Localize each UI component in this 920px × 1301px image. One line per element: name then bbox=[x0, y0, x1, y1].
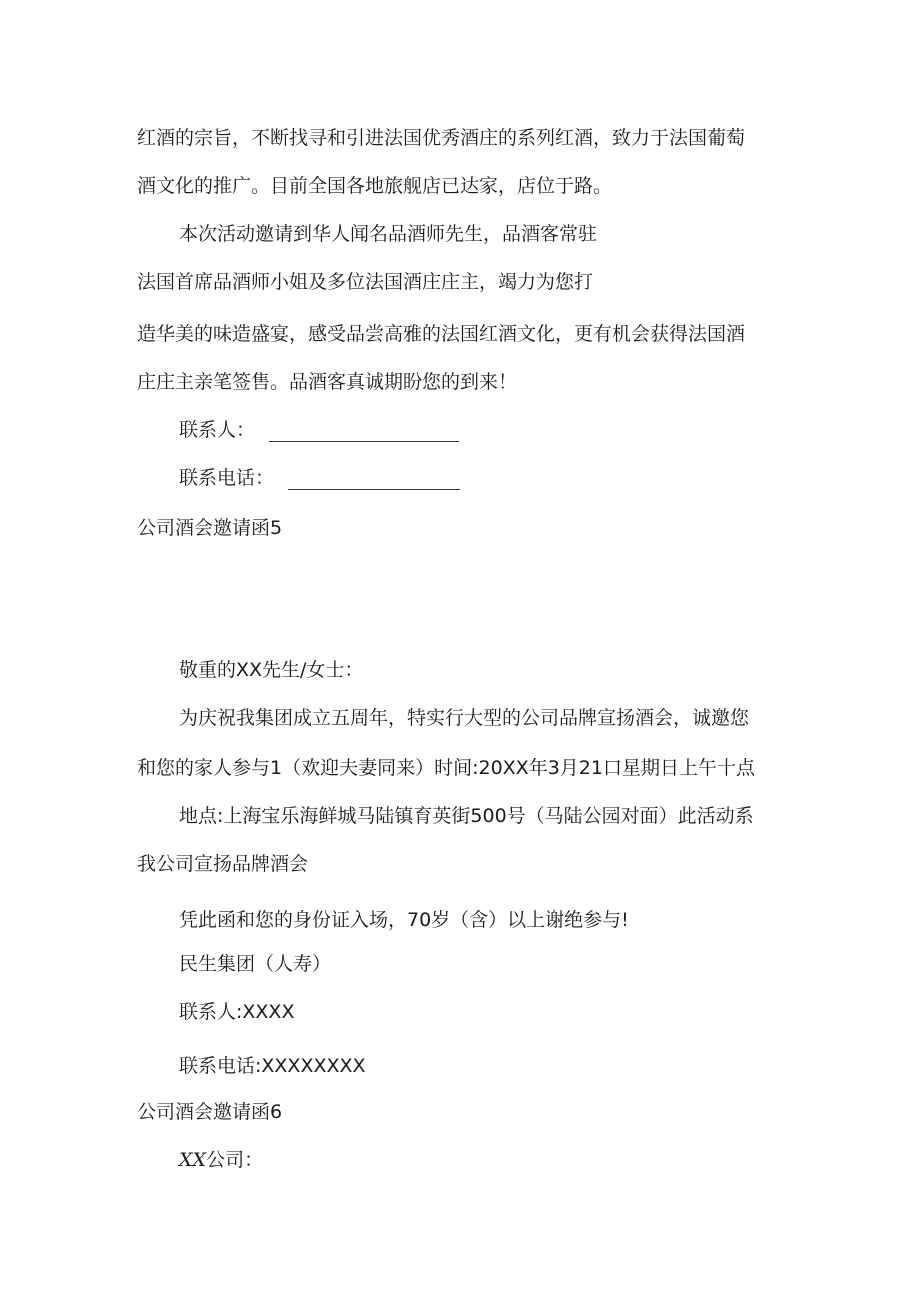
paragraph-line: 法国首席品酒师小姐及多位法国酒庄庄主，竭力为您打 bbox=[137, 271, 594, 293]
salutation-company-placeholder: XX bbox=[179, 1149, 207, 1171]
organizer-name: 民生集团（人寿） bbox=[179, 953, 332, 975]
paragraph-line: 造华美的味造盛宴，感受品尝高雅的法国红酒文化，更有机会获得法国酒 bbox=[137, 323, 746, 345]
section-title: 公司酒会邀请函5 bbox=[137, 517, 283, 539]
salutation-suffix: 公司： bbox=[206, 1149, 264, 1171]
paragraph-line: 为庆祝我集团成立五周年，特实行大型的公司品牌宣扬酒会，诚邀您 bbox=[179, 707, 750, 729]
salutation bbox=[179, 1148, 263, 1172]
location-line: 地点:上海宝乐海鲜城马陆镇育英街500号（马陆公园对面）此活动系 bbox=[179, 805, 754, 827]
contact-person: 联系人:XXXX bbox=[179, 1001, 295, 1023]
location-line: 我公司宣扬品牌酒会 bbox=[137, 853, 309, 875]
paragraph-line: 本次活动邀请到华人闻名品酒师先生，品酒客常驻 bbox=[179, 223, 598, 245]
contact-phone-label: 联系电话： bbox=[179, 467, 275, 489]
paragraph-line: 庄庄主亲笔签售。品酒客真诚期盼您的到来！ bbox=[137, 371, 518, 393]
paragraph-line: 酒文化的推广。目前全国各地旅舰店已达家，店位于路。 bbox=[137, 175, 613, 197]
entry-note: 凭此函和您的身份证入场，70岁（含）以上谢绝参与! bbox=[179, 909, 629, 931]
paragraph-line: 和您的家人参与1（欢迎夫妻同来）时间:20XX年3月21口星期日上午十点 bbox=[137, 757, 755, 779]
paragraph-line: 红酒的宗旨，不断找寻和引进法国优秀酒庄的系列红酒，致力于法国葡萄 bbox=[137, 127, 746, 149]
contact-person-blank bbox=[269, 423, 459, 442]
greeting: 敬重的XX先生/女士： bbox=[179, 659, 364, 681]
contact-phone-blank bbox=[288, 471, 460, 490]
contact-person-label: 联系人： bbox=[179, 419, 256, 441]
contact-phone: 联系电话:XXXXXXXX bbox=[179, 1055, 366, 1077]
contact-person-row bbox=[179, 418, 459, 442]
contact-phone-row bbox=[179, 466, 460, 490]
section-title: 公司酒会邀请函6 bbox=[137, 1101, 283, 1123]
